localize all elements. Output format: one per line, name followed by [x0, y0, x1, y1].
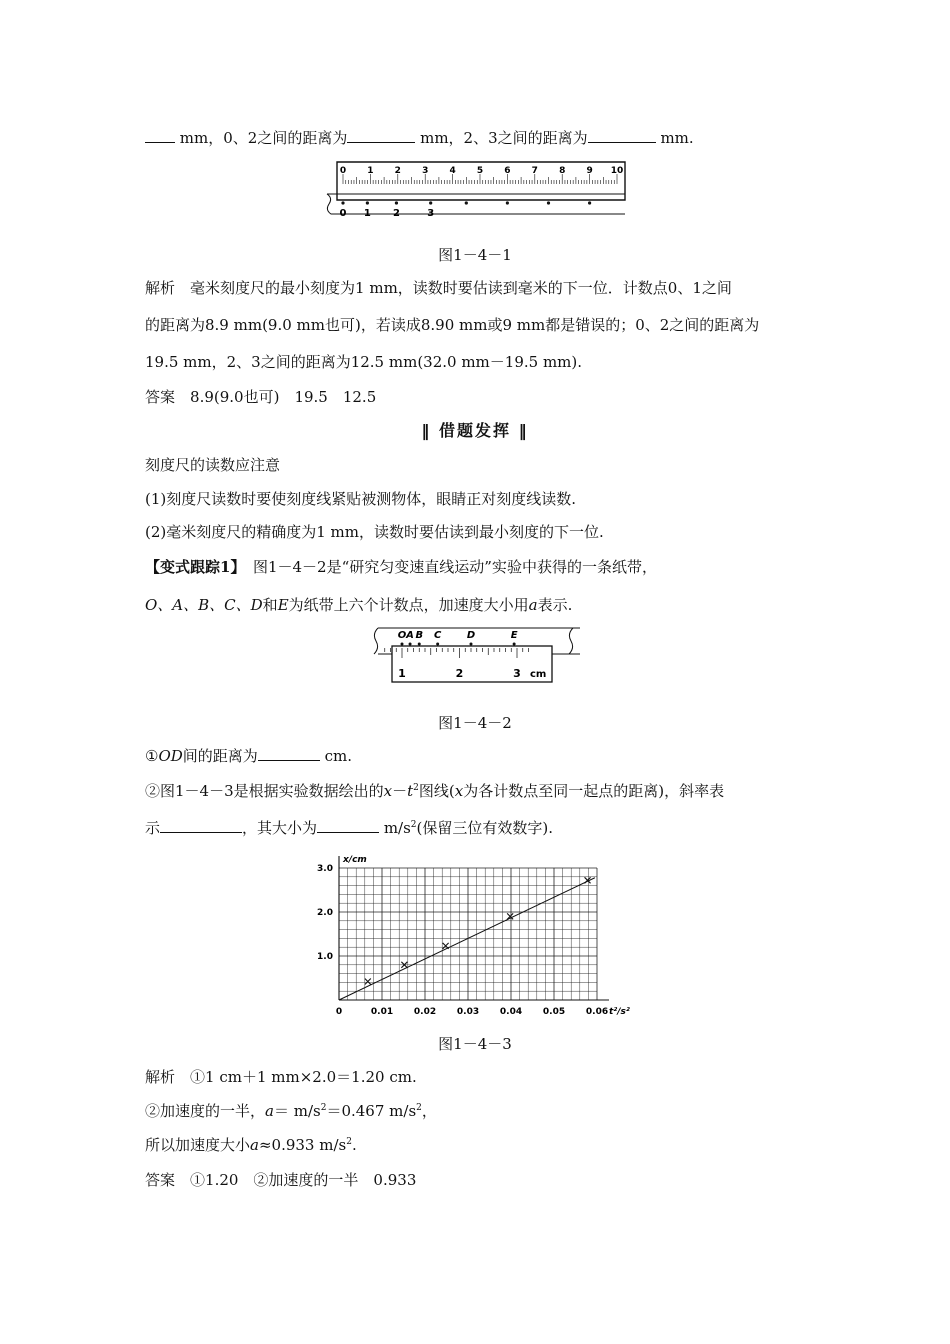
banner-bar-icon: ‖: [518, 421, 529, 440]
ruler-tick-label: 1: [367, 166, 374, 176]
ruler-tick-label: 1: [398, 667, 406, 680]
note-title: 刻度尺的读数应注意: [145, 456, 281, 474]
ruler-tick-label: 2: [394, 166, 401, 176]
tape-dot: [436, 643, 439, 646]
tape-dot: [401, 643, 404, 646]
answer-blank: [160, 818, 242, 833]
tape-dot: [395, 201, 398, 204]
ruler-tick-label: 9: [586, 166, 593, 176]
figure-tape-ruler: [368, 624, 583, 686]
chart-x-t2: [305, 846, 645, 1018]
ruler-tick-label: 3: [422, 166, 429, 176]
count-point-label: 2: [392, 208, 400, 219]
figure-caption: 图1－4－3: [438, 1035, 512, 1053]
y-tick-label: 3.0: [317, 864, 333, 874]
note-item: (1)刻度尺读数时要使刻度线紧贴被测物体，眼睛正对刻度线读数.: [145, 490, 577, 508]
ruler-tick-label: 6: [504, 166, 511, 176]
x-tick-label: 0.02: [413, 1007, 437, 1017]
data-point-marker: [443, 943, 449, 949]
fit-line: [339, 878, 595, 1000]
analysis-line: 解析 毫米刻度尺的最小刻度为1 mm，读数时要估读到毫米的下一位．计数点0、1之间: [145, 279, 732, 297]
count-point-label: D: [466, 630, 476, 641]
question-line-top: mm，0、2之间的距离为 mm，2、3之间的距离为 mm.: [145, 128, 694, 148]
figure-caption: 图1－4－1: [438, 246, 512, 264]
answer-line: 答案 8.9(9.0也可) 19.5 12.5: [145, 388, 377, 406]
y-axis-label: x/cm: [343, 855, 367, 865]
count-point-label: A: [406, 630, 414, 641]
tape-dot: [418, 643, 421, 646]
answer-blank: [347, 128, 415, 143]
x-tick-label: 0.01: [370, 1007, 394, 1017]
analysis-line: 的距离为8.9 mm(9.0 mm也可)，若读成8.90 mm或9 mm都是错误的；0、2之间的距离为: [145, 316, 760, 334]
tape-dot: [341, 201, 344, 204]
answer-line: 答案 ①1.20 ②加速度的一半 0.933: [145, 1171, 417, 1189]
unit-label: cm: [530, 669, 547, 680]
ruler-tick-label: 8: [559, 166, 566, 176]
note-item: (2)毫米刻度尺的精确度为1 mm，读数时要估读到最小刻度的下一位.: [145, 523, 604, 541]
ruler-tick-label: 4: [449, 166, 456, 176]
figure-caption: 图1－4－2: [438, 714, 512, 732]
count-point-label: O: [397, 630, 407, 641]
answer-blank: [317, 818, 379, 833]
question-line: 示 ，其大小为 $m/s^2$(保留三位有效数字).: [145, 819, 554, 837]
count-point-label: E: [510, 630, 518, 641]
tape-dot: [429, 201, 432, 204]
x-tick-label: 0.04: [499, 1007, 523, 1017]
count-point-label: C: [433, 630, 442, 641]
tape-dot: [588, 201, 591, 204]
tape-dot: [547, 201, 550, 204]
answer-blank: [588, 128, 656, 143]
y-tick-label: 2.0: [317, 908, 333, 918]
tape-dot: [366, 201, 369, 204]
x-tick-label: 0: [335, 1007, 343, 1017]
answer-blank: [145, 128, 175, 143]
ruler-tick-label: 2: [455, 667, 464, 680]
analysis-line: 解析 ①1 cm＋1 mm×2.0＝1.20 cm.: [145, 1068, 417, 1086]
analysis-line: 19.5 mm，2、3之间的距离为12.5 mm(32.0 mm－19.5 mm).: [145, 353, 583, 371]
x-tick-label: 0.05: [542, 1007, 566, 1017]
section-banner: ‖ 借题发挥 ‖: [421, 421, 529, 440]
tape-dot: [506, 201, 509, 204]
ruler-tick-label: 5: [476, 166, 484, 176]
analysis-line: ②加速度的一半，$a= m/s^2=0.467$ $m/s^2$，: [145, 1102, 437, 1120]
count-point-label: 0: [339, 208, 347, 219]
variant-line: O、A、B、C、D和E为纸带上六个计数点，加速度大小用a表示.: [145, 596, 573, 614]
count-point-label: 1: [363, 208, 371, 219]
tape-dot: [470, 643, 473, 646]
tape-dot: [409, 643, 412, 646]
answer-blank: [258, 746, 320, 761]
tape-dot: [513, 643, 516, 646]
figure-ruler-1: [325, 160, 635, 222]
y-tick-label: 1.0: [317, 952, 333, 962]
ruler-tick-label: 10: [610, 166, 624, 176]
x-tick-label: 0.03: [456, 1007, 480, 1017]
question-line: ②图1－4－3是根据实验数据绘出的$x-t^2$图线(x为各计数点至同一起点的距离)，斜率表: [145, 782, 725, 800]
ruler-tick-label: 3: [513, 667, 521, 680]
ruler-tick-label: 7: [531, 166, 538, 176]
banner-bar-icon: ‖: [421, 421, 432, 440]
variant-line: 【变式跟踪1】 图1－4－2是“研究匀变速直线运动”实验中获得的一条纸带，: [145, 558, 657, 576]
question-line: ①OD间的距离为 cm.: [145, 747, 352, 765]
data-point-marker: [365, 979, 371, 985]
x-axis-label: t²/s²: [609, 1007, 630, 1017]
analysis-line: 所以加速度大小a≈0.933 $m/s^2$.: [145, 1136, 357, 1154]
count-point-label: 3: [427, 208, 435, 219]
ruler-tick-label: 0: [339, 166, 347, 176]
count-point-label: B: [415, 630, 424, 641]
x-tick-label: 0.06: [585, 1007, 609, 1017]
tape-dot: [465, 201, 468, 204]
